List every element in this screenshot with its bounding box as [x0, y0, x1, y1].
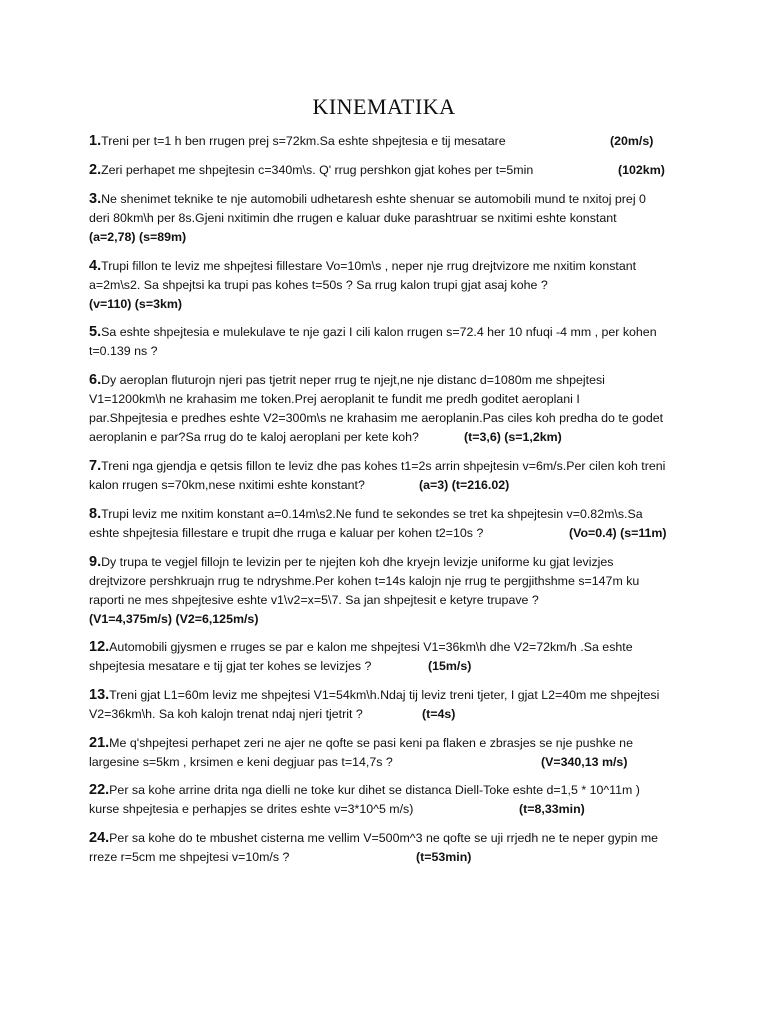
problem-line: drejtvizore pershkruajn rrug te ndryshme.Per kohen t=14s kalojn nje rrug te pergjithshme s=147m ku: [89, 574, 640, 588]
page-title: KINEMATIKA: [312, 94, 456, 119]
problem-line: [89, 657, 689, 676]
problem-line: [89, 781, 689, 800]
problem-line: [89, 457, 689, 476]
problem-21: [89, 734, 689, 772]
problem-text: Me q'shpejtesi perhapet zeri ne ajer ne qofte se pasi keni pa flaken e zbrasjes se nje pushke ne: [109, 736, 633, 750]
problem-text: Treni gjat L1=60m leviz me shpejtesi V1=54km\h.Ndaj tij leviz treni tjeter, I gjat L2=40m me shpejtesi: [109, 688, 660, 702]
problem-number: 22.: [89, 782, 110, 798]
problem-line: [89, 848, 689, 867]
problem-22: [89, 781, 689, 819]
problem-line: [89, 257, 689, 276]
problem-number: 3.: [89, 191, 102, 207]
problem-text: kurse shpejtesia e perhapjes se drites eshte v=3*10^5 m/s): [89, 802, 414, 816]
problem-text: Sa eshte shpejtesia e mulekulave te nje gazi I cili kalon rrugen s=72.4 her 10 nfuqi -4 mm , per kohen: [101, 325, 657, 339]
problem-text: Zeri perhapet me shpejtesin c=340m\s. Q' rrug pershkon gjat kohes per t=5min: [101, 163, 534, 177]
problem-13: [89, 686, 689, 724]
problem-6: [89, 371, 689, 447]
problem-number: 24.: [89, 830, 110, 846]
problem-number: 6.: [89, 372, 102, 388]
problem-answer: (v=110) (s=3km): [89, 297, 182, 311]
problem-line: par.Shpejtesia e predhes eshte V2=300m\s ne krahasim me aeroplanin.Pas ciles koh predha do te godet: [89, 411, 664, 425]
problem-number: 12.: [89, 639, 110, 655]
problem-line: [89, 323, 689, 342]
problem-line: raporti ne mes shpejtesive eshte v1\v2=x=5\7. Sa jan shpejtesit e ketyre trupave ?: [89, 593, 539, 607]
problem-5: [89, 323, 689, 361]
problem-answer: (V1=4,375m/s) (V2=6,125m/s): [89, 612, 259, 626]
problem-24: [89, 829, 689, 867]
problem-text: Per sa kohe do te mbushet cisterna me vellim V=500m^3 ne qofte se uji rrjedh ne te neper gypin me: [109, 831, 659, 845]
problem-text: Per sa kohe arrine drita nga dielli ne toke kur dihet se distanca Diell-Toke eshte d=1,5 * 10^11m ): [109, 783, 640, 797]
problem-9: [89, 553, 689, 629]
problem-8: [89, 505, 689, 543]
problem-text: Trupi fillon te leviz me shpejtesi fillestare Vo=10m\s , neper nje rrug drejtvizore me nxitim konstant: [101, 259, 637, 273]
problem-1: [89, 132, 689, 151]
problem-answer: (a=3) (t=216.02): [419, 478, 510, 492]
problem-line: [89, 753, 689, 772]
problem-text: Trupi leviz me nxitim konstant a=0.14m\s2.Ne fund te sekondes se tret ka shpejtesin v=0.82m\s.Sa: [101, 507, 643, 521]
problem-answer: (t=8,33min): [519, 802, 585, 816]
problem-line: [89, 800, 689, 819]
problem-text: Treni nga gjendja e qetsis fillon te leviz dhe pas kohes t1=2s arrin shpejtesin v=6m/s.Per cilen koh treni: [101, 459, 666, 473]
problem-answer: (a=2,78) (s=89m): [89, 230, 187, 244]
problem-number: 21.: [89, 735, 110, 751]
problem-text: Dy aeroplan fluturojn njeri pas tjetrit neper rrug te njejt,ne nje distanc d=1080m me shpejtesi: [101, 373, 605, 387]
problem-line: deri 80km\h per 8s.Gjeni nxitimin dhe rrugen e kaluar duke parashtruar se nxitimi eshte konstant: [89, 211, 617, 225]
problem-line: [89, 505, 689, 524]
problem-line: [89, 553, 689, 572]
problem-answer: (t=4s): [422, 707, 456, 721]
problem-number: 5.: [89, 324, 102, 340]
problem-number: 13.: [89, 687, 110, 703]
problem-number: 1.: [89, 133, 102, 149]
problem-text: rreze r=5cm me shpejtesi v=10m/s ?: [89, 850, 290, 864]
problem-text: V2=36km\h. Sa koh kalojn trenat ndaj njeri tjetrit ?: [89, 707, 363, 721]
problem-answer: (t=3,6) (s=1,2km): [464, 430, 562, 444]
problem-line: [89, 686, 689, 705]
problem-text: shpejtesia mesatare e tij gjat ter kohes se levizjes ?: [89, 659, 372, 673]
problem-number: 2.: [89, 162, 102, 178]
problem-line: [89, 829, 689, 848]
problem-line: [89, 132, 689, 151]
problem-number: 8.: [89, 506, 102, 522]
problem-line: [89, 190, 689, 209]
problem-line: [89, 476, 689, 495]
problem-line: V1=1200km\h ne krahasim me token.Prej aeroplanit te fundit me predh goditet aeroplani I: [89, 392, 580, 406]
problem-number: 9.: [89, 554, 102, 570]
problem-number: 7.: [89, 458, 102, 474]
problem-line: [89, 371, 689, 390]
problem-text: largesine s=5km , krsimen e keni degjuar pas t=14,7s ?: [89, 755, 393, 769]
problem-answer: (102km): [618, 163, 665, 177]
problem-number: 4.: [89, 258, 102, 274]
problem-answer: (Vo=0.4) (s=11m): [569, 526, 667, 540]
problem-line: [89, 705, 689, 724]
problem-text: Ne shenimet teknike te nje automobili udhetaresh eshte shenuar se automobili mund te nxitoj prej 0: [101, 192, 646, 206]
problem-text: kalon rrugen s=70km,nese nxitimi eshte konstant?: [89, 478, 365, 492]
problem-text: Automobili gjysmen e rruges se par e kalon me shpejtesi V1=36km\h dhe V2=72km/h .Sa eshte: [109, 640, 633, 654]
problem-4: [89, 257, 689, 314]
problem-line: [89, 524, 689, 543]
problem-line: t=0.139 ns ?: [89, 344, 158, 358]
problem-7: [89, 457, 689, 495]
problem-12: [89, 638, 689, 676]
problem-line: a=2m\s2. Sa shpejtsi ka trupi pas kohes t=50s ? Sa rrug kalon trupi gjat asaj kohe ?: [89, 278, 548, 292]
problem-3: [89, 190, 689, 247]
problem-2: [89, 161, 689, 180]
problem-text: eshte shpejtesia fillestare e trupit dhe rruga e kaluar per kohen t2=10s ?: [89, 526, 484, 540]
problem-text: Treni per t=1 h ben rrugen prej s=72km.Sa eshte shpejtesia e tij mesatare: [101, 134, 506, 148]
problem-answer: (20m/s): [610, 134, 654, 148]
problem-line: [89, 638, 689, 657]
problem-answer: (V=340,13 m/s): [541, 755, 628, 769]
problem-answer: (15m/s): [428, 659, 472, 673]
problem-answer: (t=53min): [416, 850, 472, 864]
problem-line: [89, 428, 689, 447]
problem-line: [89, 161, 689, 180]
problem-line: [89, 734, 689, 753]
problem-text: aeroplanin e par?Sa rrug do te kaloj aeroplani per kete koh?: [89, 430, 419, 444]
problem-text: Dy trupa te vegjel fillojn te levizin per te njejten koh dhe kryejn levizje uniforme ku gjat levizjes: [101, 555, 614, 569]
